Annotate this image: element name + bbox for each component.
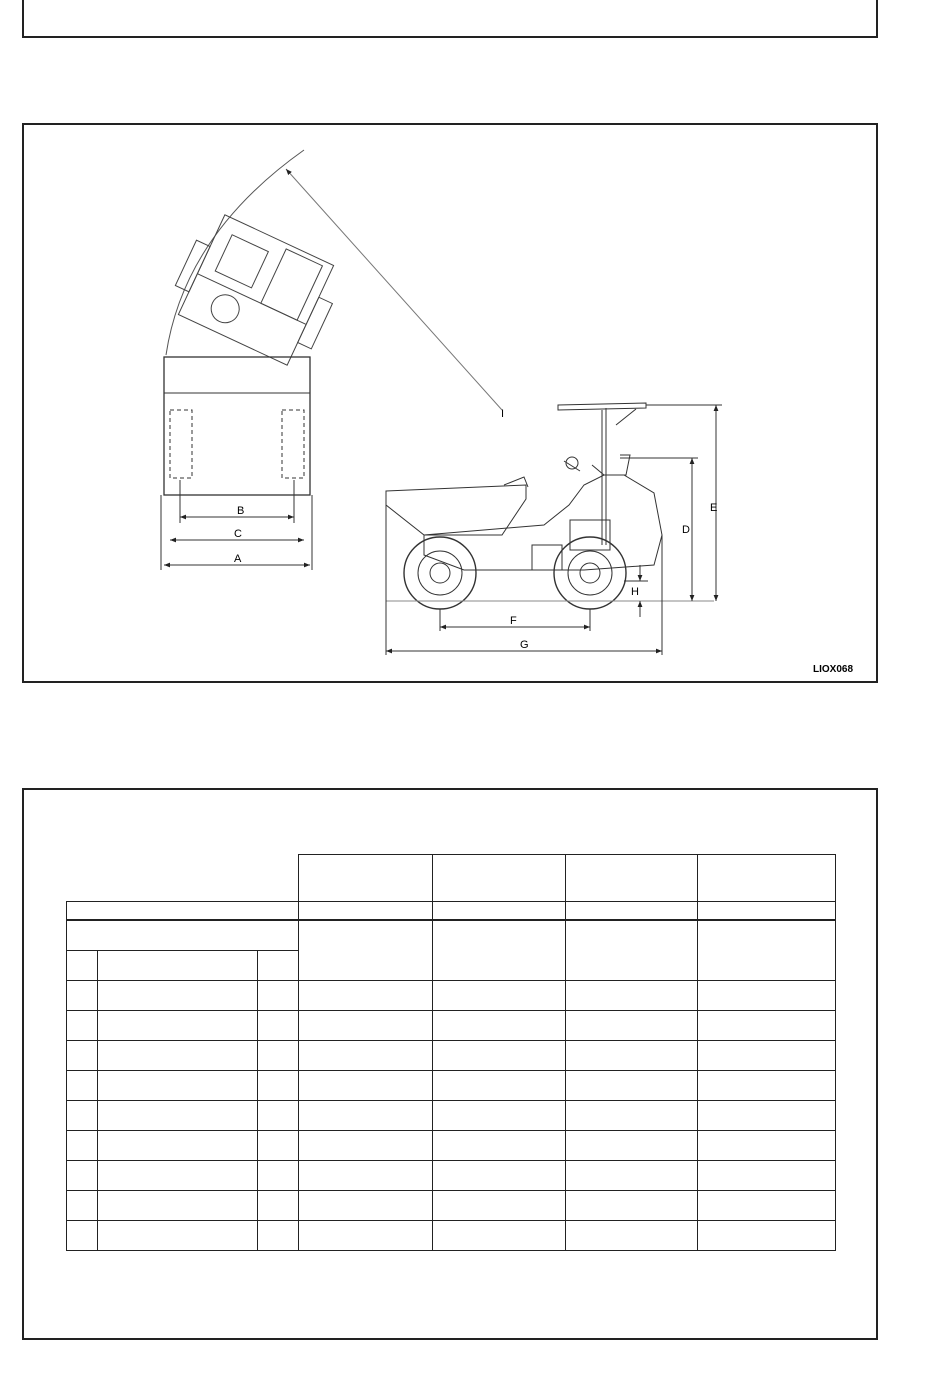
dim-label-d: D xyxy=(682,524,690,536)
table-row xyxy=(67,1161,836,1191)
dim-label-b: B xyxy=(237,505,245,517)
dimensions-table xyxy=(66,854,836,1251)
top-frame xyxy=(22,0,878,38)
table-row xyxy=(67,1011,836,1041)
model-column-3 xyxy=(566,855,698,902)
top-view xyxy=(161,150,505,570)
drawing-frame xyxy=(22,123,878,683)
dim-label-e: E xyxy=(710,502,718,514)
model-column-2 xyxy=(433,855,566,902)
dumper-dimension-drawing xyxy=(24,125,876,681)
dim-label-g: G xyxy=(520,639,529,651)
table-subheader-label xyxy=(67,920,299,951)
dim-label-a: A xyxy=(234,553,242,565)
side-view xyxy=(386,403,722,655)
dim-label-c: C xyxy=(234,528,242,540)
model-column-1 xyxy=(299,855,433,902)
table-row xyxy=(67,1131,836,1161)
table-corner xyxy=(67,855,299,902)
table-subheader-row xyxy=(67,920,836,951)
dim-label-f: F xyxy=(510,615,517,627)
table-row xyxy=(67,1191,836,1221)
dim-label-h: H xyxy=(631,586,639,598)
table-header-row xyxy=(67,855,836,902)
model-column-4 xyxy=(698,855,836,902)
table-row xyxy=(67,1101,836,1131)
table-row xyxy=(67,1041,836,1071)
table-separator-row xyxy=(67,902,836,921)
table-row xyxy=(67,1221,836,1251)
table-frame xyxy=(22,788,878,1340)
table-row xyxy=(67,1071,836,1101)
table-row xyxy=(67,981,836,1011)
dim-label-i: I xyxy=(501,408,505,420)
figure-id: LIOX068 xyxy=(813,664,854,675)
